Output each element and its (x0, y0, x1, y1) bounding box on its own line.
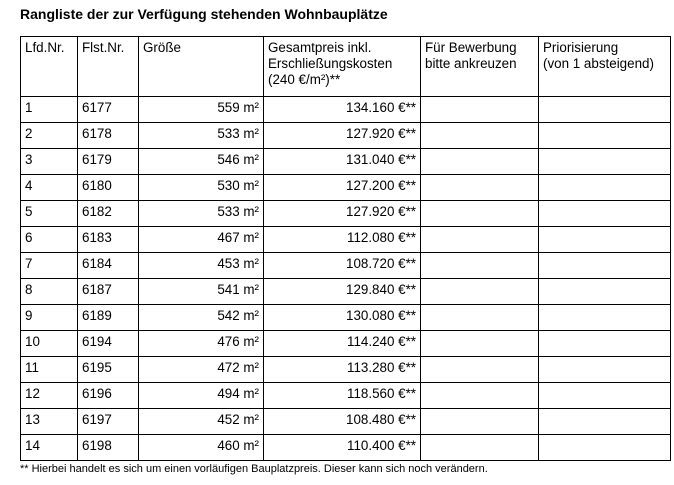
header-priorisierung-line: (von 1 absteigend) (543, 56, 654, 71)
cell-flst-nr: 6179 (78, 149, 139, 175)
cell-groesse: 460 m² (139, 435, 264, 461)
cell-groesse: 533 m² (139, 201, 264, 227)
cell-lfd-nr: 13 (21, 409, 78, 435)
cell-bewerbung-checkbox[interactable] (421, 201, 539, 227)
cell-flst-nr: 6184 (78, 253, 139, 279)
cell-groesse: 542 m² (139, 305, 264, 331)
table-row (21, 383, 671, 409)
cell-priorisierung-input[interactable] (539, 435, 671, 461)
cell-gesamtpreis: 127.200 €** (264, 175, 421, 201)
cell-priorisierung-input[interactable] (539, 123, 671, 149)
cell-priorisierung-input[interactable] (539, 331, 671, 357)
header-lfd-nr: Lfd.Nr. (21, 37, 78, 97)
cell-bewerbung-checkbox[interactable] (421, 305, 539, 331)
cell-lfd-nr: 11 (21, 357, 78, 383)
cell-bewerbung-checkbox[interactable] (421, 279, 539, 305)
footnote: ** Hierbei handelt es sich um einen vorläufigen Bauplatzpreis. Dieser kann sich noch verändern. (20, 463, 488, 475)
cell-gesamtpreis: 127.920 €** (264, 123, 421, 149)
cell-groesse: 541 m² (139, 279, 264, 305)
cell-groesse: 453 m² (139, 253, 264, 279)
table-row (21, 253, 671, 279)
cell-priorisierung-input[interactable] (539, 383, 671, 409)
cell-gesamtpreis: 131.040 €** (264, 149, 421, 175)
header-gesamtpreis (264, 37, 421, 97)
table-row (21, 227, 671, 253)
cell-flst-nr: 6194 (78, 331, 139, 357)
cell-flst-nr: 6197 (78, 409, 139, 435)
cell-priorisierung-input[interactable] (539, 175, 671, 201)
cell-flst-nr: 6196 (78, 383, 139, 409)
cell-groesse: 530 m² (139, 175, 264, 201)
cell-priorisierung-input[interactable] (539, 357, 671, 383)
cell-bewerbung-checkbox[interactable] (421, 227, 539, 253)
cell-flst-nr: 6180 (78, 175, 139, 201)
cell-groesse: 559 m² (139, 97, 264, 123)
table-row (21, 97, 671, 123)
cell-priorisierung-input[interactable] (539, 227, 671, 253)
cell-bewerbung-checkbox[interactable] (421, 149, 539, 175)
table-row (21, 123, 671, 149)
cell-gesamtpreis: 108.720 €** (264, 253, 421, 279)
cell-gesamtpreis: 127.920 €** (264, 201, 421, 227)
table-row (21, 331, 671, 357)
cell-flst-nr: 6178 (78, 123, 139, 149)
header-bewerbung-line: Für Bewerbung (425, 40, 517, 55)
cell-lfd-nr: 6 (21, 227, 78, 253)
cell-priorisierung-input[interactable] (539, 279, 671, 305)
cell-groesse: 494 m² (139, 383, 264, 409)
cell-lfd-nr: 1 (21, 97, 78, 123)
header-gesamtpreis-line: (240 €/m²)** (268, 72, 341, 87)
cell-flst-nr: 6189 (78, 305, 139, 331)
cell-groesse: 472 m² (139, 357, 264, 383)
cell-lfd-nr: 7 (21, 253, 78, 279)
header-groesse: Größe (139, 37, 264, 97)
cell-flst-nr: 6198 (78, 435, 139, 461)
header-flst-nr: Flst.Nr. (78, 37, 139, 97)
cell-bewerbung-checkbox[interactable] (421, 357, 539, 383)
cell-gesamtpreis: 114.240 €** (264, 331, 421, 357)
cell-priorisierung-input[interactable] (539, 305, 671, 331)
cell-lfd-nr: 14 (21, 435, 78, 461)
cell-lfd-nr: 12 (21, 383, 78, 409)
header-priorisierung-line: Priorisierung (543, 40, 619, 55)
cell-lfd-nr: 10 (21, 331, 78, 357)
cell-gesamtpreis: 134.160 €** (264, 97, 421, 123)
cell-lfd-nr: 9 (21, 305, 78, 331)
table-row (21, 357, 671, 383)
cell-priorisierung-input[interactable] (539, 409, 671, 435)
cell-bewerbung-checkbox[interactable] (421, 175, 539, 201)
header-bewerbung (421, 37, 539, 97)
table-row (21, 279, 671, 305)
cell-bewerbung-checkbox[interactable] (421, 123, 539, 149)
cell-bewerbung-checkbox[interactable] (421, 383, 539, 409)
table-row (21, 435, 671, 461)
cell-gesamtpreis: 112.080 €** (264, 227, 421, 253)
cell-flst-nr: 6182 (78, 201, 139, 227)
cell-bewerbung-checkbox[interactable] (421, 331, 539, 357)
cell-flst-nr: 6187 (78, 279, 139, 305)
plots-table (20, 36, 671, 461)
cell-gesamtpreis: 110.400 €** (264, 435, 421, 461)
cell-gesamtpreis: 130.080 €** (264, 305, 421, 331)
cell-bewerbung-checkbox[interactable] (421, 435, 539, 461)
cell-groesse: 476 m² (139, 331, 264, 357)
table-row (21, 175, 671, 201)
cell-groesse: 533 m² (139, 123, 264, 149)
cell-flst-nr: 6177 (78, 97, 139, 123)
cell-priorisierung-input[interactable] (539, 253, 671, 279)
cell-gesamtpreis: 108.480 €** (264, 409, 421, 435)
cell-gesamtpreis: 118.560 €** (264, 383, 421, 409)
header-gesamtpreis-line: Erschließungskosten (268, 56, 393, 71)
header-priorisierung (539, 37, 671, 97)
table-row (21, 409, 671, 435)
page-title: Rangliste der zur Verfügung stehenden Wohnbauplätze (20, 6, 388, 22)
table-row (21, 305, 671, 331)
cell-lfd-nr: 4 (21, 175, 78, 201)
cell-gesamtpreis: 113.280 €** (264, 357, 421, 383)
cell-groesse: 452 m² (139, 409, 264, 435)
cell-lfd-nr: 8 (21, 279, 78, 305)
cell-bewerbung-checkbox[interactable] (421, 253, 539, 279)
cell-priorisierung-input[interactable] (539, 201, 671, 227)
table-row (21, 149, 671, 175)
cell-groesse: 546 m² (139, 149, 264, 175)
cell-bewerbung-checkbox[interactable] (421, 409, 539, 435)
cell-flst-nr: 6195 (78, 357, 139, 383)
cell-gesamtpreis: 129.840 €** (264, 279, 421, 305)
cell-lfd-nr: 3 (21, 149, 78, 175)
header-bewerbung-line: bitte ankreuzen (425, 56, 517, 71)
header-row (21, 37, 671, 97)
table-row (21, 201, 671, 227)
cell-priorisierung-input[interactable] (539, 97, 671, 123)
cell-groesse: 467 m² (139, 227, 264, 253)
header-gesamtpreis-line: Gesamtpreis inkl. (268, 40, 372, 55)
cell-lfd-nr: 2 (21, 123, 78, 149)
cell-priorisierung-input[interactable] (539, 149, 671, 175)
cell-bewerbung-checkbox[interactable] (421, 97, 539, 123)
cell-lfd-nr: 5 (21, 201, 78, 227)
cell-flst-nr: 6183 (78, 227, 139, 253)
